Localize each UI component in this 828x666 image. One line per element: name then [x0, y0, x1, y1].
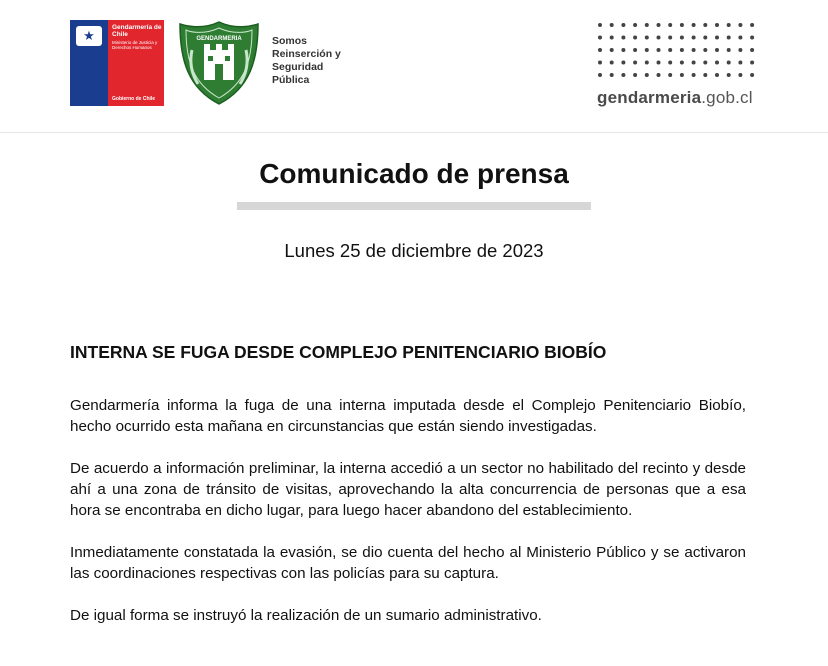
grid-dot [645, 23, 649, 27]
grid-dot [680, 48, 684, 52]
grid-dot [692, 48, 696, 52]
press-release-headline: INTERNA SE FUGA DESDE COMPLEJO PENITENCIARIO BIOBÍO [70, 342, 607, 362]
grid-dot [598, 73, 602, 77]
grid-dot [621, 61, 625, 65]
grid-dot [715, 23, 719, 27]
grid-dot [703, 36, 707, 40]
grid-dot [738, 36, 742, 40]
grid-dot [633, 48, 637, 52]
grid-dot [598, 36, 602, 40]
grid-dot [668, 73, 672, 77]
gendarmeria-shield-icon [178, 20, 260, 106]
logo-government-label: Gobierno de Chile [112, 96, 156, 102]
grid-dot [610, 73, 614, 77]
page-header [0, 0, 828, 133]
grid-dot [703, 48, 707, 52]
grid-dot [680, 73, 684, 77]
grid-dot [727, 23, 731, 27]
grid-dot [598, 48, 602, 52]
institutional-slogan: Somos Reinserción y Seguridad Pública [272, 35, 341, 86]
grid-dot [738, 73, 742, 77]
grid-dot [610, 23, 614, 27]
grid-dot [703, 73, 707, 77]
grid-dot [680, 23, 684, 27]
grid-dot [715, 61, 719, 65]
grid-dot [680, 61, 684, 65]
grid-dot [692, 36, 696, 40]
press-release-date: Lunes 25 de diciembre de 2023 [284, 240, 544, 261]
grid-dot [610, 36, 614, 40]
website-suffix: .gob.cl [701, 88, 753, 107]
shield-label: GENDARMERIA [196, 36, 242, 42]
grid-dot [633, 73, 637, 77]
grid-dot [738, 48, 742, 52]
grid-dot [657, 48, 661, 52]
grid-dot [715, 48, 719, 52]
grid-dot [621, 23, 625, 27]
logo-institution-name: Gendarmería de Chile [112, 24, 162, 38]
grid-dot [692, 61, 696, 65]
grid-dot [715, 73, 719, 77]
grid-dot [668, 36, 672, 40]
grid-dot [645, 73, 649, 77]
grid-dot [633, 61, 637, 65]
grid-dot [668, 61, 672, 65]
grid-dot [727, 61, 731, 65]
press-release-title: Comunicado de prensa [259, 158, 569, 189]
gobierno-de-chile-logo [70, 20, 164, 106]
grid-dot [668, 23, 672, 27]
grid-dot [657, 61, 661, 65]
body-paragraph: Inmediatamente constatada la evasión, se dio cuenta del hecho al Ministerio Público y se activaron las coordinaciones respectivas con las policías para su captura. [70, 544, 746, 582]
grid-dot [703, 23, 707, 27]
grid-dot [610, 61, 614, 65]
grid-dot [738, 23, 742, 27]
grid-dot [645, 36, 649, 40]
coat-of-arms-icon: ★ [76, 26, 102, 46]
grid-dot [633, 23, 637, 27]
grid-dot [750, 61, 754, 65]
grid-dot [668, 48, 672, 52]
grid-dot [703, 61, 707, 65]
grid-dot [657, 73, 661, 77]
grid-dot [645, 48, 649, 52]
grid-dot [727, 73, 731, 77]
grid-dot [645, 61, 649, 65]
decorative-dot-grid-icon [597, 22, 755, 78]
grid-dot [692, 73, 696, 77]
body-paragraph: De igual forma se instruyó la realización de un sumario administrativo. [70, 607, 542, 624]
grid-dot [750, 48, 754, 52]
grid-dot [621, 73, 625, 77]
title-underline-bar [237, 202, 591, 210]
grid-dot [750, 23, 754, 27]
website-url [597, 88, 753, 108]
grid-dot [727, 48, 731, 52]
website-domain: gendarmeria [597, 88, 702, 107]
grid-dot [715, 36, 719, 40]
grid-dot [680, 36, 684, 40]
grid-dot [750, 36, 754, 40]
grid-dot [657, 36, 661, 40]
grid-dot [621, 48, 625, 52]
grid-dot [738, 61, 742, 65]
grid-dot [692, 23, 696, 27]
grid-dot [750, 73, 754, 77]
grid-dot [727, 36, 731, 40]
grid-dot [598, 23, 602, 27]
body-paragraph: Gendarmería informa la fuga de una interna imputada desde el Complejo Penitenciario Biobío, hecho ocurrido esta mañana en circunstancias que están siendo investigadas. [70, 397, 746, 435]
body-paragraph: De acuerdo a información preliminar, la interna accedió a un sector no habilitado del recinto y desde ahí a una zona de tránsito de visitas, aprovechando la alta concurrencia de personas que a esa hora se encontraba en dicho lugar, para luego hacer abandono del establecimiento. [70, 460, 746, 519]
grid-dot [633, 36, 637, 40]
grid-dot [598, 61, 602, 65]
grid-dot [621, 36, 625, 40]
grid-dot [657, 23, 661, 27]
logo-ministry-name: Ministerio de Justicia y Derechos Humanos [112, 40, 158, 50]
grid-dot [610, 48, 614, 52]
